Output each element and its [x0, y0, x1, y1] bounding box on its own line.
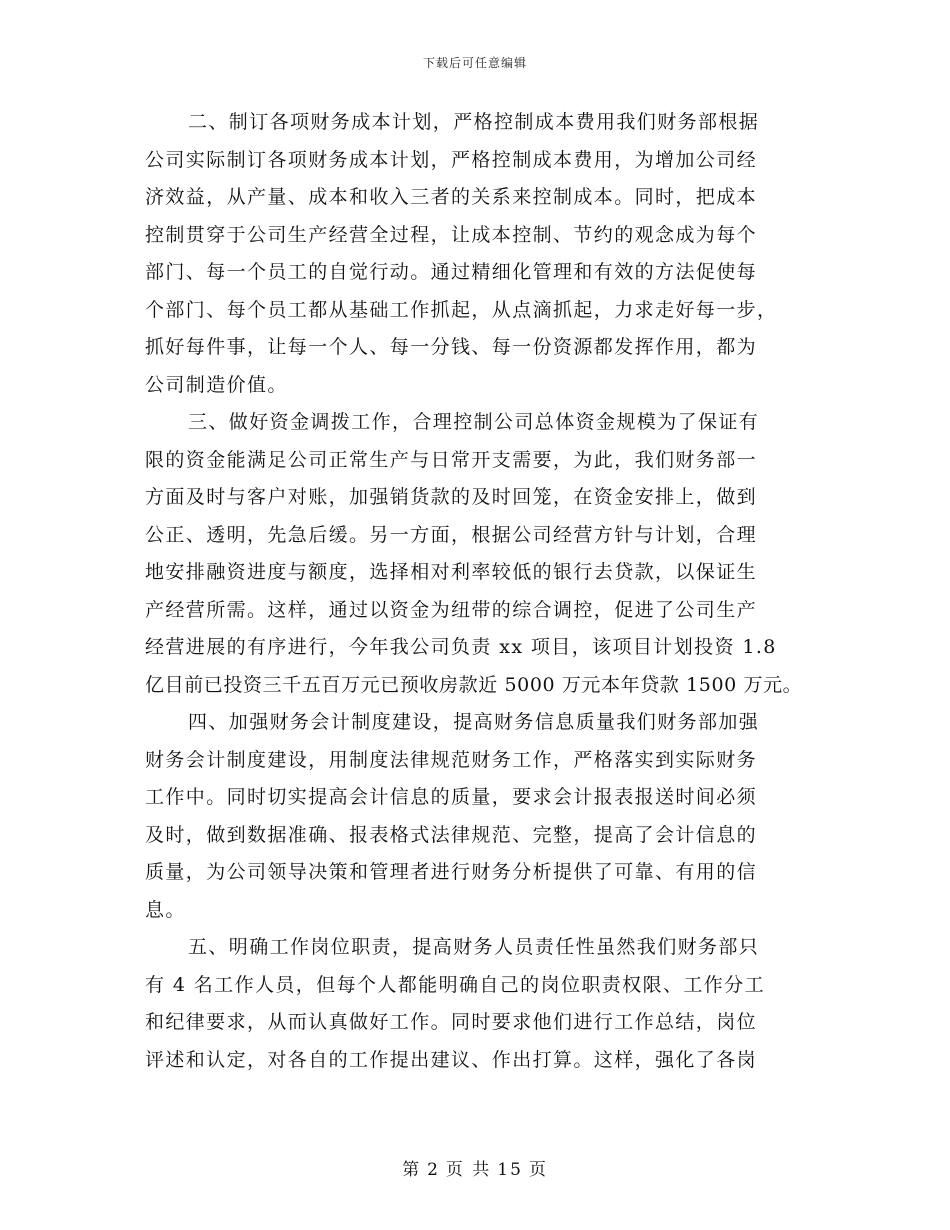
footer-middle: 页 共 — [445, 1160, 492, 1180]
text-line: 公司实际制订各项财务成本计划，严格控制成本费用，为增加公司经 — [145, 148, 758, 171]
text-line: 四、加强财务会计制度建设，提高财务信息质量我们财务部加强 — [188, 711, 760, 733]
page-header — [0, 54, 950, 71]
text-line: 控制贯穿于公司生产经营全过程，让成本控制、节约的观念成为每个 — [145, 223, 758, 246]
text-line: 财务会计制度建设，用制度法律规范财务工作，严格落实到实际财务 — [145, 748, 758, 771]
text-line: 公正、透明，先急后缓。另一方面，根据公司经营方针与计划，合理 — [145, 523, 758, 546]
text-line: 和纪律要求，从而认真做好工作。同时要求他们进行工作总结，岗位 — [145, 1011, 758, 1033]
paragraph — [145, 929, 825, 1079]
paragraph — [145, 704, 825, 929]
text-line: 经营进展的有序进行，今年我公司负责 xx 项目，该项目计划投资 1.8 — [145, 636, 777, 658]
text-line: 评述和认定，对各自的工作提出建议、作出打算。这样，强化了各岗 — [145, 1048, 758, 1071]
page-footer — [0, 1155, 950, 1180]
text-line: 五、明确工作岗位职责，提高财务人员责任性虽然我们财务部只 — [188, 936, 760, 958]
text-line: 限的资金能满足公司正常生产与日常开支需要，为此，我们财务部一 — [145, 448, 758, 471]
footer-prefix: 第 — [402, 1160, 422, 1180]
text-line: 方面及时与客户对账，加强销货款的及时回笼，在资金安排上，做到 — [145, 486, 758, 508]
text-line: 产经营所需。这样，通过以资金为纽带的综合调控，促进了公司生产 — [145, 598, 758, 621]
text-line: 质量，为公司领导决策和管理者进行财务分析提供了可靠、有用的信 — [145, 861, 758, 883]
document-body — [145, 104, 825, 1079]
text-line: 及时，做到数据准确、报表格式法律规范、完整，提高了会计信息的 — [145, 823, 758, 846]
text-line: 三、做好资金调拨工作，合理控制公司总体资金规模为了保证有 — [188, 411, 760, 433]
paragraph — [145, 104, 825, 404]
footer-suffix: 页 — [528, 1160, 548, 1180]
text-line: 个部门、每个员工都从基础工作抓起，从点滴抓起，力求走好每一步， — [145, 298, 778, 321]
paragraph — [145, 404, 825, 704]
current-page-number: 2 — [427, 1160, 440, 1180]
text-line: 济效益，从产量、成本和收入三者的关系来控制成本。同时，把成本 — [145, 186, 758, 208]
header-text: 下载后可任意编辑 — [422, 56, 527, 70]
text-line: 二、制订各项财务成本计划，严格控制成本费用我们财务部根据 — [188, 111, 760, 133]
text-line: 地安排融资进度与额度，选择相对利率较低的银行去贷款，以保证生 — [145, 561, 758, 583]
total-page-count: 15 — [497, 1160, 523, 1180]
text-line: 工作中。同时切实提高会计信息的质量，要求会计报表报送时间必须 — [145, 786, 758, 808]
text-line: 抓好每件事，让每一个人、每一分钱、每一份资源都发挥作用，都为 — [145, 336, 758, 358]
text-line: 息。 — [145, 898, 186, 921]
text-line: 亿目前已投资三千五百万元已预收房款近 5000 万元本年贷款 1500 万元。 — [145, 673, 803, 696]
text-line: 部门、每一个员工的自觉行动。通过精细化管理和有效的方法促使每 — [145, 261, 758, 283]
text-line: 有 4 名工作人员，但每个人都能明确自己的岗位职责权限、工作分工 — [145, 973, 765, 996]
text-line: 公司制造价值。 — [145, 373, 288, 396]
